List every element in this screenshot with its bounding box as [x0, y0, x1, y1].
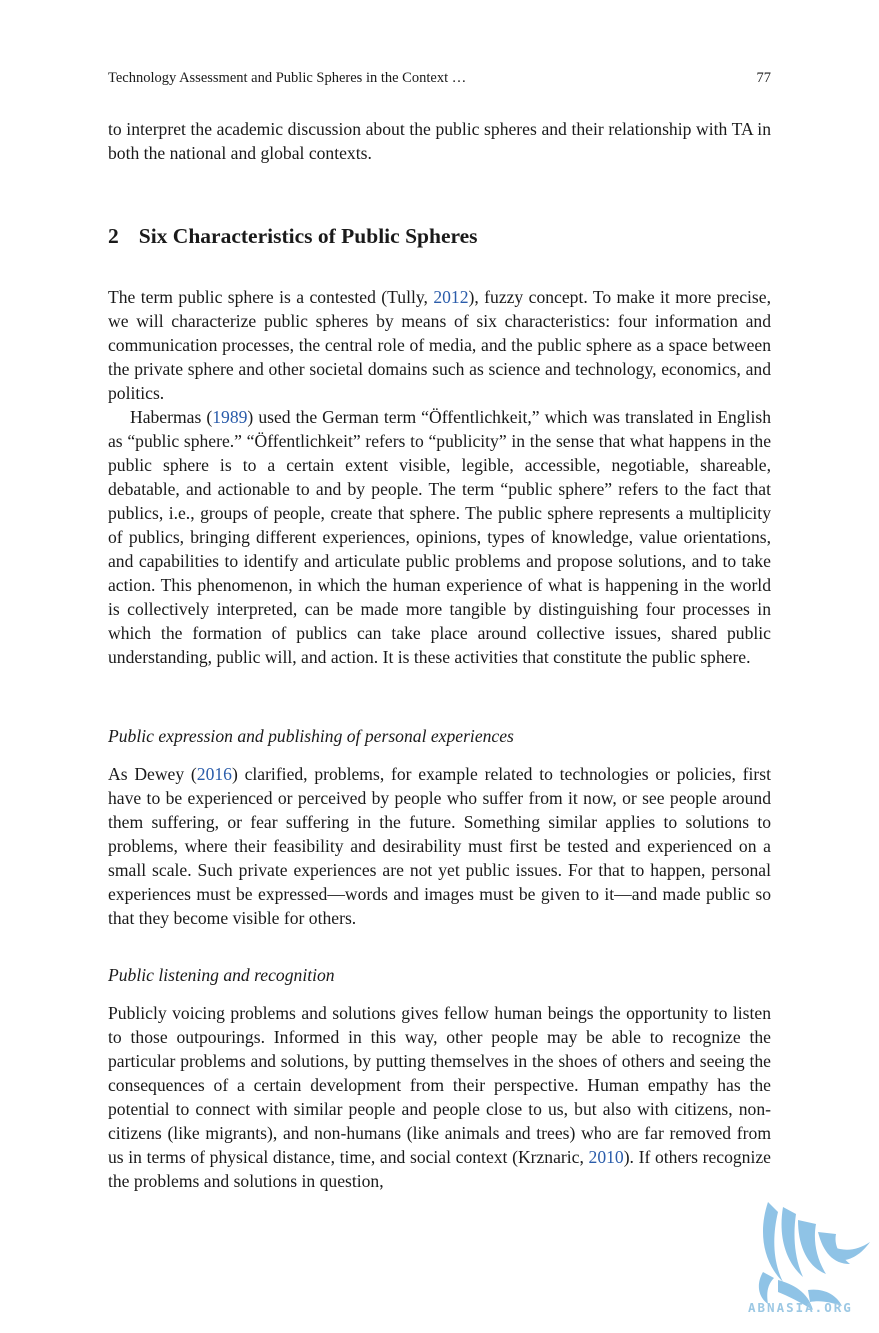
text-run: ). If others recognize the problems and solutions in question,: [108, 1147, 771, 1191]
page-number: 77: [756, 70, 771, 86]
citation-link[interactable]: 2012: [433, 287, 469, 307]
paragraph-2: [108, 405, 771, 669]
intro-paragraph: to interpret the academic discussion about the public spheres and their relationship with TA in both the national and global contexts.: [108, 119, 771, 163]
paragraph-4: [108, 1001, 771, 1193]
subheading-expression: Public expression and publishing of personal experiences: [108, 726, 514, 746]
text-run: ) clarified, problems, for example related to technologies or policies, first have to be experienced or perceived by people who suffer from it now, or see people around them suffering, or fear suffering in the future. Something similar applies to solutions to problems, where their feasibility and desirability must first be tested and experienced on a small scale. Such private experiences are not yet public issues. For that to happen, personal experiences must be expressed—words and images must be given to it—and made public so that they become visible for others.: [108, 764, 771, 928]
text-run: ), fuzzy concept. To make it more precise, we will characterize public spheres by means of six characteristics: four information and communication processes, the central role of media, and the public sphere as a space between the private sphere and other societal domains such as science and technology, economics, and politics.: [108, 287, 771, 403]
paragraph-1: [108, 285, 771, 405]
running-head: [108, 70, 771, 87]
citation-link[interactable]: 1989: [212, 407, 248, 427]
watermark-text: ABNASIA.ORG: [748, 1300, 853, 1315]
paragraph-3: [108, 762, 771, 930]
citation-link[interactable]: 2010: [588, 1147, 624, 1167]
running-title: Technology Assessment and Public Spheres in the Context …: [108, 70, 467, 86]
section-heading: [108, 224, 771, 249]
section-title: Six Characteristics of Public Spheres: [138, 224, 478, 248]
subheading-listening: Public listening and recognition: [108, 965, 335, 985]
text-run: Publicly voicing problems and solutions gives fellow human beings the opportunity to listen to those outpourings. Informed in this way, other people may be able to recognize the particular problems and solutions, by putting themselves in the shoes of others and seeing the consequences of a certain development from their perspective. Human empathy has the potential to connect with similar people and people close to us, but also with citizens, non-citizens (like migrants), and non-humans (like animals and trees) who are far removed from us in terms of physical distance, time, and social context (Krznaric,: [108, 1003, 771, 1167]
section-number: 2: [108, 224, 119, 248]
text-run: ) used the German term “Öffentlichkeit,” which was translated in English as “public sphere.” “Öffentlichkeit” refers to “publicity” in the sense that what happens in the public sphere is to a certain extent visible, legible, accessible, negotiable, shareable, debatable, and actionable to and by people. The term “public sphere” refers to the fact that publics, i.e., groups of people, create that sphere. The public sphere represents a multiplicity of publics, bringing different experiences, opinions, types of knowledge, value orientations, and capabilities to identify and articulate public problems and propose solutions, and to take action. This phenomenon, in which the human experience of what is happening in the world is collectively interpreted, can be made more tangible by distinguishing four processes in which the formation of publics can take place around collective issues, shared public understanding, public will, and action. It is these activities that constitute the public sphere.: [108, 407, 771, 667]
citation-link[interactable]: 2016: [196, 764, 232, 784]
text-run: As Dewey (: [108, 764, 197, 784]
text-run: Habermas (: [130, 407, 213, 427]
text-run: The term public sphere is a contested (Tully,: [108, 287, 434, 307]
